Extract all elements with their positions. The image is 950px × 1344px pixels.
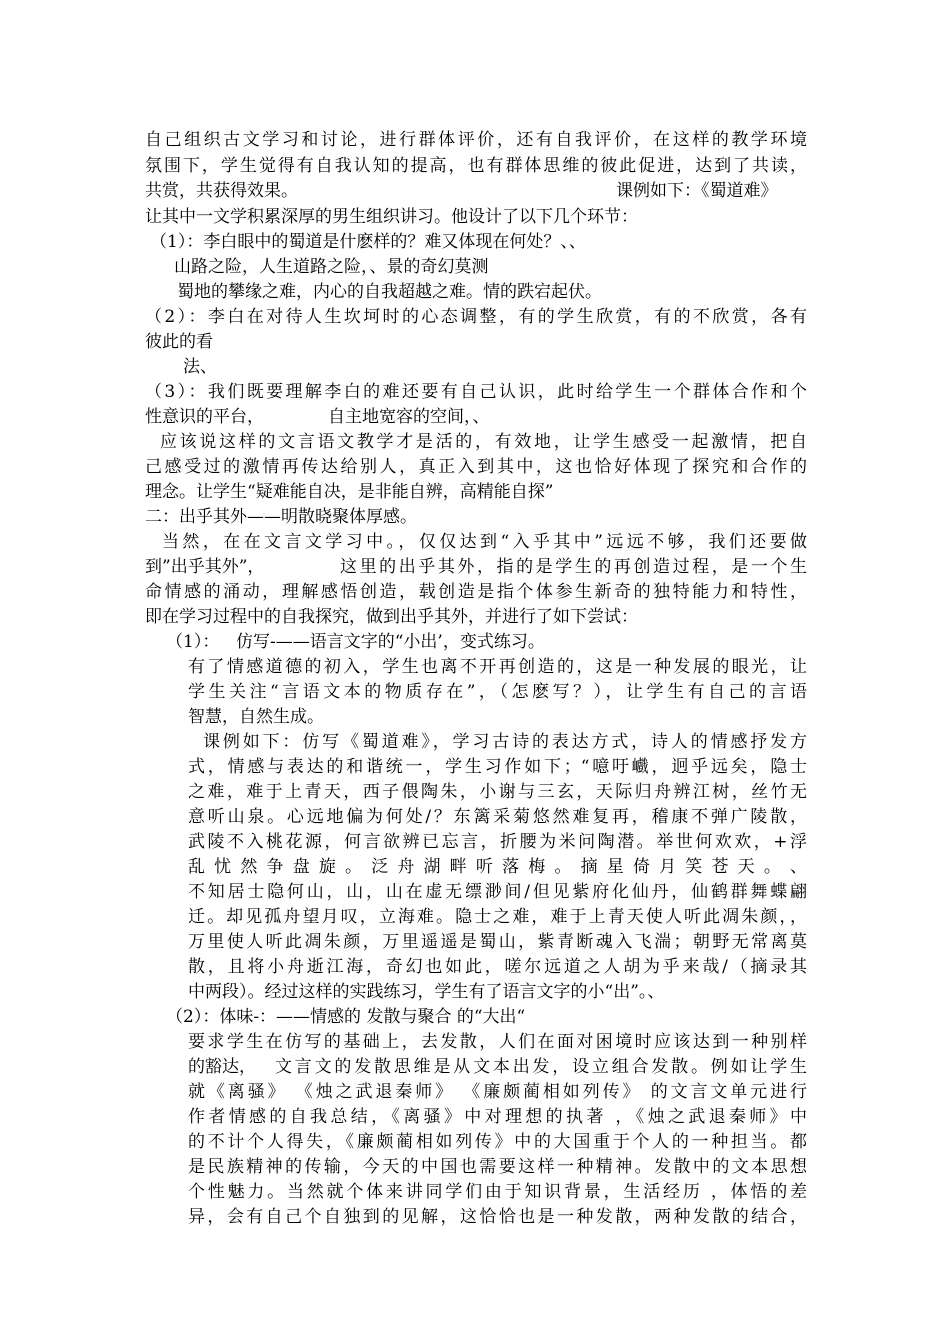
text-line: （2）：体味-：——情感的 发散与聚合 的“大出“ (166, 1007, 526, 1027)
text-line: 不知居士隐何山，山，山在虚无缥渺间/但见紫府化仙丹，仙鹤群舞蝶翩 (188, 882, 807, 902)
text-line: 山路之险，人生道路之险，、景的奇幻莫测 (174, 257, 489, 277)
text-line: 中两段）。经过这样的实践练习，学生有了语言文字的小“出”。、 (188, 982, 665, 1002)
text-line: 个性魅力。当然就个体来讲同学们由于知识背景，生活经历 ，体悟的差 (188, 1182, 807, 1202)
text-line: 到”出乎其外”， (145, 557, 265, 577)
text-line: 是民族精神的传输，今天的中国也需要这样一种精神。发散中的文本思想 (188, 1157, 807, 1177)
text-line: 的豁达， (188, 1057, 256, 1077)
text-line: 氛围下，学生觉得有自我认知的提高，也有群体思维的彼此促进，达到了共读， (145, 156, 807, 176)
text-line: 文言文的发散思维是从文本出发，设立组合发散。例如让学生 (275, 1057, 807, 1077)
text-line: 己感受过的激情再传达给别人，真正入到其中，这也恰好体现了探究和合作的 (145, 457, 807, 477)
text-line: 蜀地的攀缘之难，内心的自我超越之难。情的跌宕起伏。 (177, 282, 602, 302)
text-line: 迁。却见孤舟望月叹，立海难。隐士之难，难于上青天使人听此凋朱颜，， (188, 907, 807, 927)
text-line: 当然，在在文言文学习中。，仅仅达到“入乎其中”远远不够，我们还要做 (162, 532, 807, 552)
text-line: 性意识的平台， (145, 407, 264, 427)
text-line: 智慧，自然生成。 (188, 707, 324, 727)
text-line: 共赏，共获得效果。 (145, 181, 298, 201)
text-line: 课例如下：仿写《蜀道难》，学习古诗的表达方式，诗人的情感抒发方 (203, 732, 807, 752)
text-line: 武陵不入桃花源，何言欲辨已忘言，折腰为米问陶潜。举世何欢欢，+浮 (188, 832, 807, 852)
text-line: 意听山泉。心远地偏为何处/？东篱采菊悠然难复再，稽康不弹广陵散， (188, 807, 807, 827)
text-line: 让其中一文学积累深厚的男生组织讲习。他设计了以下几个环节： (145, 207, 638, 227)
text-line: （1）：李白眼中的蜀道是什麽样的？难又体现在何处？、、 (150, 232, 586, 252)
text-line: 异，会有自己个自独到的见解，这恰恰也是一种发散，两种发散的结合， (188, 1207, 807, 1227)
text-line: 散，且将小舟逝江海，奇幻也如此，嗟尔远道之人胡为乎来哉/（摘录其 (188, 957, 807, 977)
text-line: 应该说这样的文言语文教学才是活的，有效地，让学生感受一起激情，把自 (160, 432, 807, 452)
text-line: （1）： (166, 632, 220, 652)
text-line: 就《离骚》 《烛之武退秦师》 《廉颇蔺相如列传》 的文言文单元进行 (188, 1082, 807, 1102)
text-line: 式，情感与表达的和谐统一，学生习作如下；“噫吁巇，迥乎远矣，隐士 (188, 757, 807, 777)
text-line: 自己组织古文学习和讨论，进行群体评价，还有自我评价，在这样的教学环境 (145, 130, 807, 150)
text-line: 万里使人听此凋朱颜，万里遥遥是蜀山，紫青断魂入飞湍；朝野无常离莫 (188, 932, 807, 952)
text-line: 理念。让学生“疑难能自决，是非能自辨，高精能自探” (145, 482, 554, 502)
text-line: 命情感的涌动，理解感悟创造，载创造是指个体参生新奇的独特能力和特性， (145, 582, 807, 602)
text-line: 的不计个人得失，《廉颇蔺相如列传》中的大国重于个人的一种担当。都 (188, 1132, 807, 1152)
text-line: 作者情感的自我总结，《离骚》中对理想的执著 ，《烛之武退秦师》中 (188, 1107, 807, 1127)
text-line: （3）：我们既要理解李白的难还要有自己认识，此时给学生一个群体合作和个 (145, 382, 807, 402)
text-line: 乱 忧 然 争 盘 旋 。 泛 舟 湖 畔 听 落 梅 。 摘 星 倚 月 笑 苍 天 。 、 (188, 857, 807, 877)
text-line: 有了情感道德的初入，学生也离不开再创造的，这是一种发展的眼光，让 (188, 657, 807, 677)
text-line: 即在学习过程中的自我探究，做到出乎其外，并进行了如下尝试： (145, 607, 638, 627)
text-line: 自主地宽容的空间，、 (328, 407, 490, 427)
text-line: 这里的出乎其外，指的是学生的再创造过程，是一个生 (340, 557, 807, 577)
text-line: 仿写-——语言文字的“小出’，变式练习。 (236, 632, 545, 652)
text-line: （2）：李白在对待人生坎坷时的心态调整，有的学生欣赏，有的不欣赏，各有 (145, 307, 807, 327)
text-line: 法、 (183, 357, 217, 377)
section-heading: 二：出乎其外——明散晓聚体厚感。 (145, 507, 417, 527)
text-line: 学生关注“言语文本的物质存在”，（怎麽写？），让学生有自己的言语 (188, 682, 807, 702)
text-line: 之难，难于上青天，西子偎陶朱，小谢与三玄，天际归舟辨江树，丝竹无 (188, 782, 807, 802)
text-line: 彼此的看 (145, 332, 213, 352)
text-line: 要求学生在仿写的基础上，去发散，人们在面对困境时应该达到一种别样 (188, 1032, 807, 1052)
text-line: 课例如下：《蜀道难》 (616, 181, 778, 201)
